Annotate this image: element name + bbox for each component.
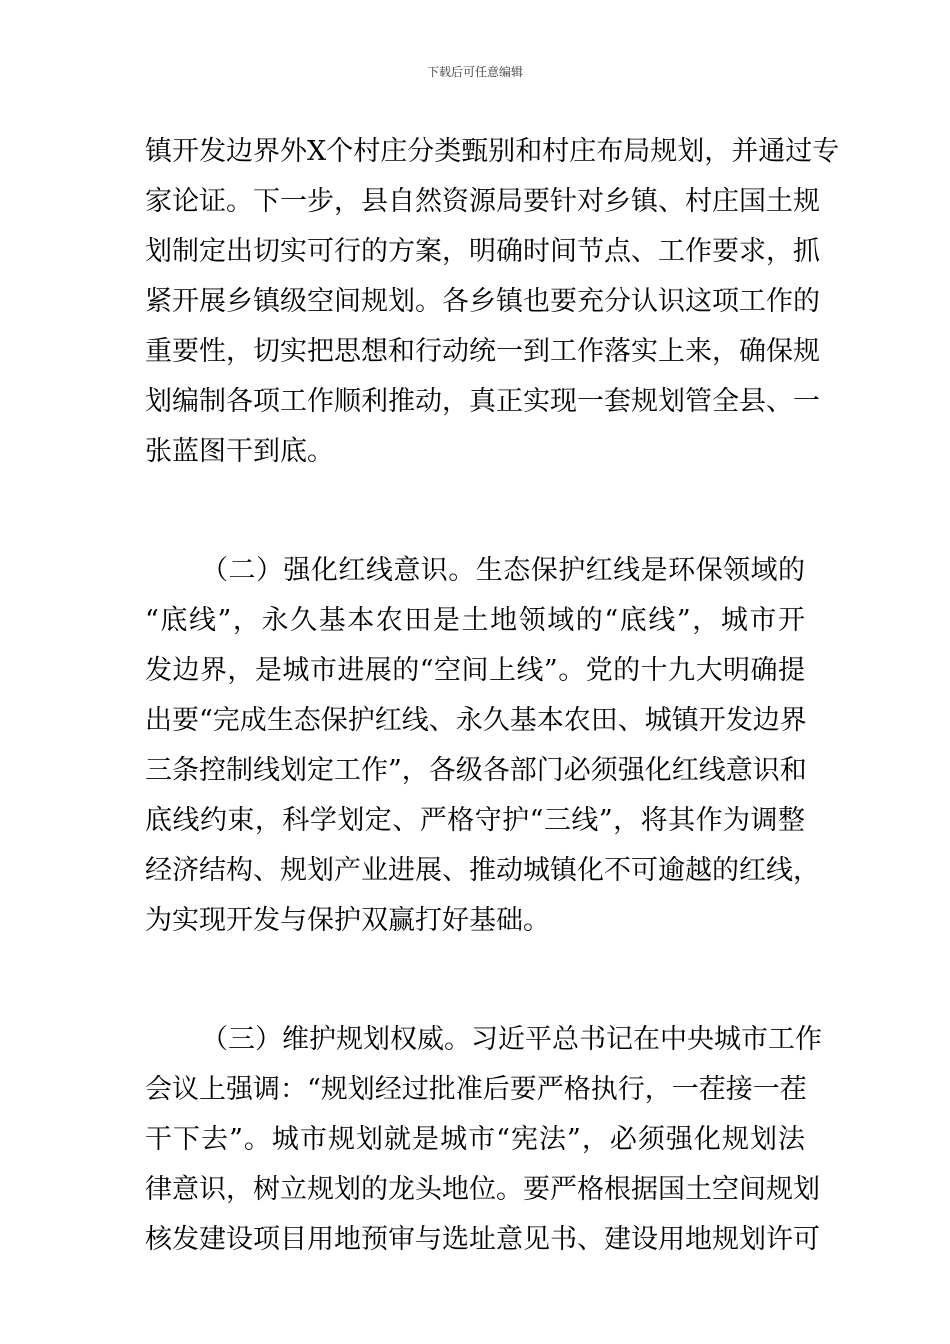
paragraph-spacer <box>145 946 805 1015</box>
text-line: 划制定出切实可行的方案，明确时间节点、工作要求，抓 <box>145 236 820 267</box>
text-line: “底线”，永久基本农田是土地领域的“底线”，城市开 <box>145 605 805 636</box>
text-line: 底线约束，科学划定、严格守护“三线”，将其作为调整 <box>145 805 805 836</box>
text-line: 出要“完成生态保护红线、永久基本农田、城镇开发边界 <box>145 705 807 736</box>
text-line: 干下去”。城市规划就是城市“宪法”，必须强化规划法 <box>145 1124 805 1155</box>
paragraph-3 <box>145 1015 822 1265</box>
text-line: 划编制各项工作顺利推动，真正实现一套规划管全县、一 <box>145 386 820 417</box>
text-line: 三条控制线划定工作”，各级各部门必须强化红线意识和 <box>145 755 807 786</box>
page-header: 下载后可任意编辑 <box>426 65 523 79</box>
paragraph-spacer <box>145 477 805 546</box>
text-line: 紧开展乡镇级空间规划。各乡镇也要充分认识这项工作的 <box>145 286 820 317</box>
text-line: 张蓝图干到底。 <box>145 436 334 467</box>
paragraph-1 <box>145 127 840 477</box>
text-line: 镇开发边界外X个村庄分类甄别和村庄布局规划，并通过专 <box>145 136 840 167</box>
text-line: 为实现开发与保护双赢打好基础。 <box>145 905 550 936</box>
text-line: （二）强化红线意识。生态保护红线是环保领域的 <box>201 555 805 586</box>
text-line: 家论证。下一步，县自然资源局要针对乡镇、村庄国土规 <box>145 186 820 217</box>
paragraph-2 <box>145 546 820 946</box>
text-line: 律意识，树立规划的龙头地位。要严格根据国土空间规划 <box>145 1174 820 1205</box>
text-line: （三）维护规划权威。习近平总书记在中央城市工作 <box>201 1024 822 1055</box>
text-line: 发边界，是城市进展的“空间上线”。党的十九大明确提 <box>145 655 805 686</box>
text-line: 会议上强调：“规划经过批准后要严格执行，一茬接一茬 <box>145 1074 807 1105</box>
text-line: 经济结构、规划产业进展、推动城镇化不可逾越的红线， <box>145 855 820 886</box>
text-line: 重要性，切实把思想和行动统一到工作落实上来，确保规 <box>145 336 820 367</box>
document-body <box>145 127 840 1265</box>
text-line: 核发建设项目用地预审与选址意见书、建设用地规划许可 <box>145 1224 820 1255</box>
